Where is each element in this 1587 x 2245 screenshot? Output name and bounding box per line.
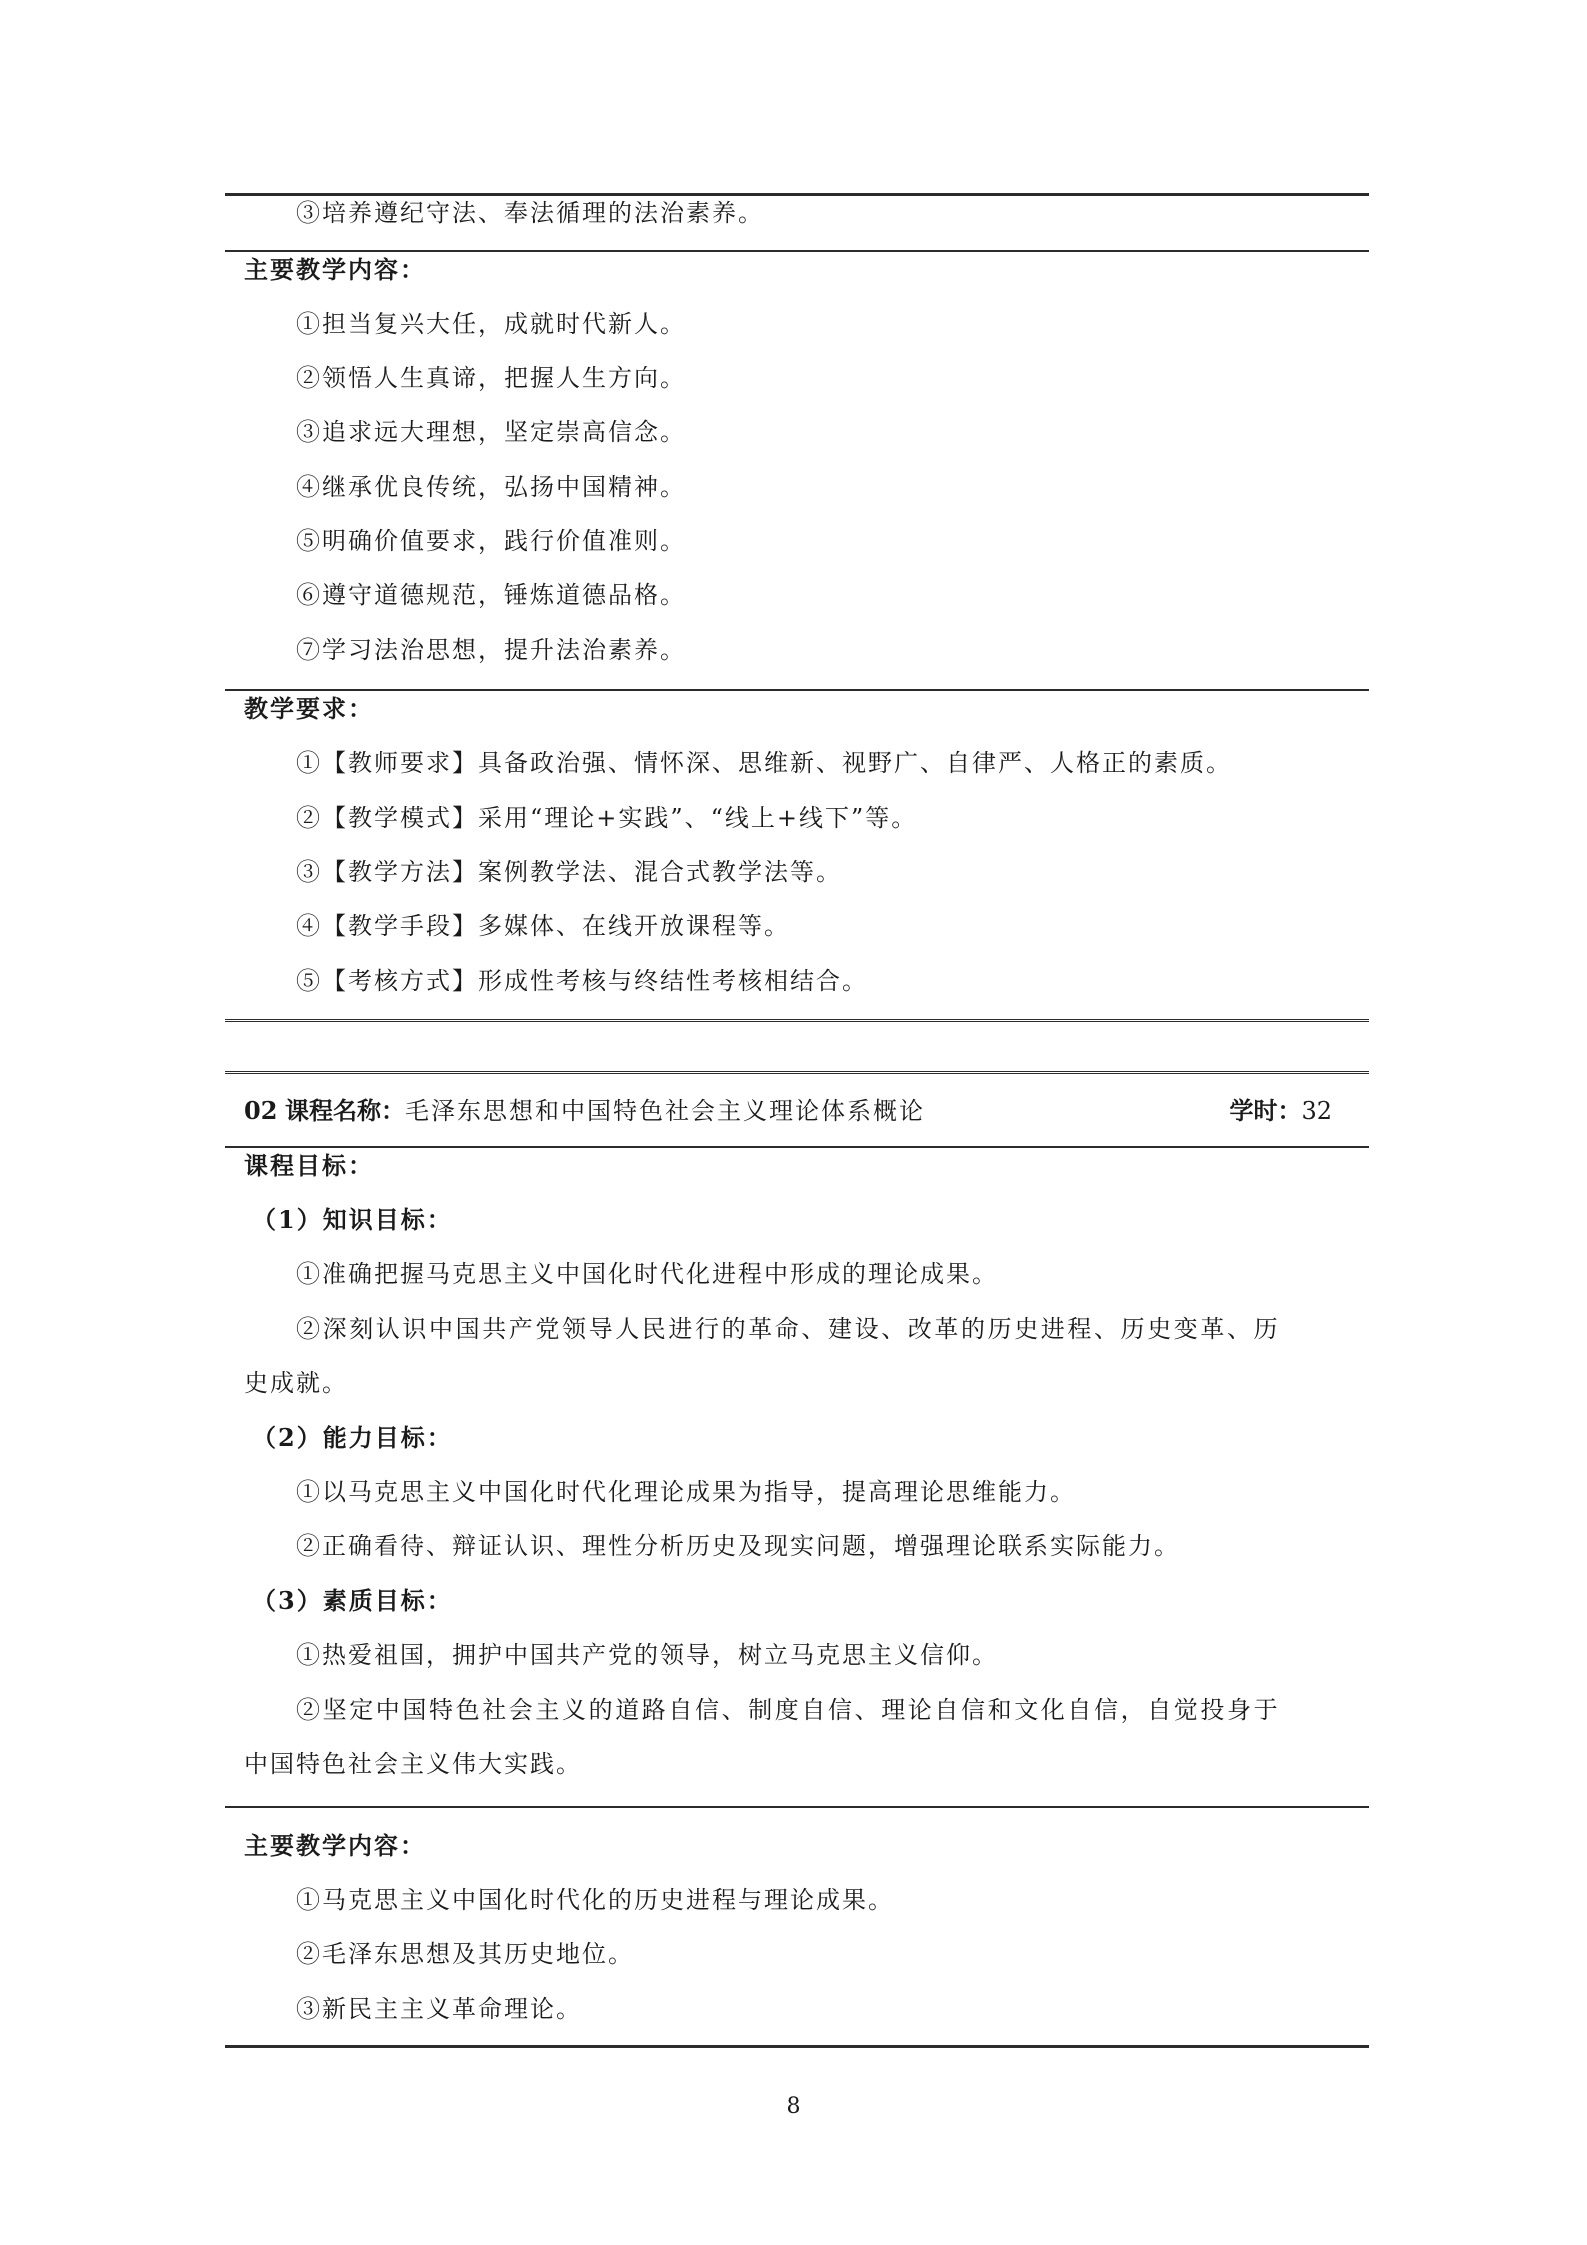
course-number: 02 [244,1096,278,1125]
knowledge-heading: （1）知识目标： [252,1205,453,1234]
quality-heading: （3）素质目标： [252,1586,453,1615]
quality-item-cont: 中国特色社会主义伟大实践。 [244,1750,582,1778]
bottom-rule [225,2045,1369,2048]
requirement-item: ②【教学模式】采用“理论+实践”、“线上+线下”等。 [296,804,918,832]
section-divider [225,689,1369,691]
table-top-rule [225,1071,1369,1077]
section-divider [225,1146,1369,1148]
goals-heading: 课程目标： [244,1151,374,1180]
page-number: 8 [786,2094,801,2119]
ability-heading: （2）能力目标： [252,1423,453,1452]
content-item: ③新民主主义革命理论。 [296,1995,582,2023]
course-name-label: 课程名称： [285,1096,406,1125]
section-divider [225,1806,1369,1808]
requirement-item: ①【教师要求】具备政治强、情怀深、思维新、视野广、自律严、人格正的素质。 [296,749,1232,777]
requirements-heading: 教学要求： [244,694,374,723]
goal-line: ③培养遵纪守法、奉法循理的法治素养。 [296,199,764,227]
ability-item: ①以马克思主义中国化时代化理论成果为指导，提高理论思维能力。 [296,1478,1076,1506]
content-item: ①担当复兴大任，成就时代新人。 [296,310,686,338]
course-name: 毛泽东思想和中国特色社会主义理论体系概论 [405,1097,926,1125]
content-item: ④继承优良传统，弘扬中国精神。 [296,473,686,501]
content-item: ⑤明确价值要求，践行价值准则。 [296,527,686,555]
requirement-item: ④【教学手段】多媒体、在线开放课程等。 [296,912,790,940]
content-item: ②领悟人生真谛，把握人生方向。 [296,364,686,392]
content-item: ⑦学习法治思想，提升法治素养。 [296,636,686,664]
requirement-item: ③【教学方法】案例教学法、混合式教学法等。 [296,858,842,886]
content-item: ①马克思主义中国化时代化的历史进程与理论成果。 [296,1886,894,1914]
course-title [244,1094,925,1128]
content-item: ⑥遵守道德规范，锤炼道德品格。 [296,581,686,609]
table-bottom-rule [225,1019,1369,1025]
ability-item: ②正确看待、辩证认识、理性分析历史及现实问题，增强理论联系实际能力。 [296,1532,1180,1560]
requirement-item: ⑤【考核方式】形成性考核与终结性考核相结合。 [296,967,868,995]
quality-item: ②坚定中国特色社会主义的道路自信、制度自信、理论自信和文化自信，自觉投身于 [296,1696,1281,1724]
content-heading: 主要教学内容： [244,1831,426,1860]
quality-item: ①热爱祖国，拥护中国共产党的领导，树立马克思主义信仰。 [296,1641,998,1669]
course-hours [1229,1094,1332,1128]
course-title-row [244,1094,1332,1128]
hours-label: 学时： [1229,1096,1302,1125]
knowledge-item: ①准确把握马克思主义中国化时代化进程中形成的理论成果。 [296,1260,998,1288]
content-item: ②毛泽东思想及其历史地位。 [296,1940,634,1968]
content-item: ③追求远大理想，坚定崇高信念。 [296,418,686,446]
hours-value: 32 [1301,1097,1332,1125]
content-heading: 主要教学内容： [244,255,426,284]
knowledge-item-cont: 史成就。 [244,1369,348,1397]
section-divider [225,250,1369,252]
knowledge-item: ②深刻认识中国共产党领导人民进行的革命、建设、改革的历史进程、历史变革、历 [296,1315,1281,1343]
